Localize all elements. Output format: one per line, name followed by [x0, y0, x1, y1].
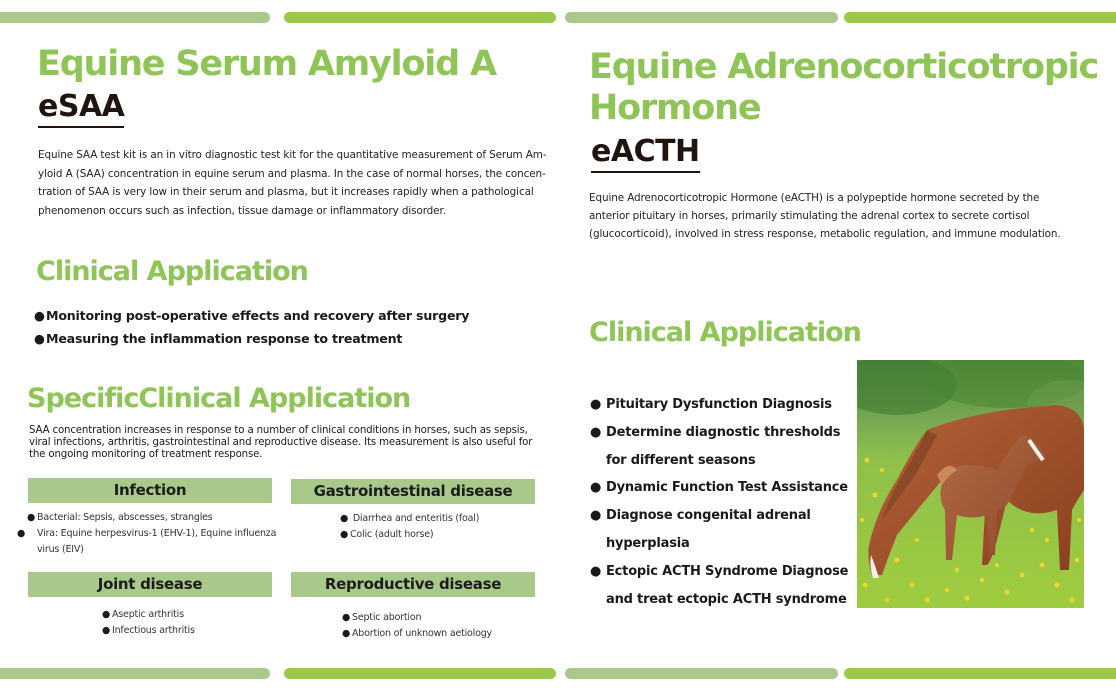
bullet-icon: ●: [342, 612, 351, 623]
decor-bar-top-2: [284, 12, 556, 23]
list-item: [590, 474, 848, 502]
list-item: [102, 607, 195, 623]
list-item: [102, 623, 195, 639]
list-item-text: Determine diagnostic thresholds: [606, 424, 841, 440]
bullet-icon: ●: [17, 528, 26, 539]
eacth-title-line-1: Equine Adrenocorticotropic: [589, 47, 1099, 87]
esaa-description-line: Equine SAA test kit is an in vitro diagnostic test kit for the quantitative measurement of Serum Am-: [38, 149, 547, 161]
bullet-icon: ●: [342, 628, 351, 639]
bullet-icon: ●: [590, 508, 602, 524]
eacth-code-wrap: [591, 135, 700, 173]
esaa-description-line: tration of SAA is very low in their serum and plasma, but it increases rapidly when a pathological: [38, 186, 534, 198]
list-item: [342, 626, 492, 642]
eacth-description-line: Equine Adrenocorticotropic Hormone (eACTH) is a polypeptide hormone secreted by the: [589, 192, 1040, 204]
list-item-text: Measuring the inflammation response to treatment: [46, 331, 403, 346]
esaa-code-wrap: [38, 90, 124, 128]
esaa-title: Equine Serum Amyloid A: [37, 44, 496, 84]
list-item-text: Diagnose congenital adrenal: [606, 508, 811, 524]
decor-bar-top-4: [844, 12, 1116, 23]
decor-bar-bottom-1: [0, 668, 270, 679]
list-item-text: Monitoring post-operative effects and recovery after surgery: [46, 308, 470, 323]
esaa-clinical-application-title: Clinical Application: [36, 256, 308, 287]
eacth-description-line: anterior pituitary in horses, primarily stimulating the adrenal cortex to secrete cortisol: [589, 210, 1030, 222]
category-list-reproductive: [342, 610, 492, 642]
description-line: the ongoing monitoring of treatment response.: [29, 449, 263, 460]
list-item: [34, 327, 469, 350]
eacth-clinical-application-title: Clinical Application: [589, 317, 861, 348]
bullet-icon: ●: [34, 331, 45, 346]
horse-photo: [857, 360, 1084, 608]
list-item-text: Abortion of unknown aetiology: [352, 628, 492, 639]
list-item: [590, 419, 848, 447]
bullet-icon: ●: [590, 424, 602, 440]
list-item: [17, 526, 277, 558]
decor-bar-bottom-4: [844, 668, 1116, 679]
decor-bar-bottom-2: [284, 668, 556, 679]
list-item: [590, 391, 848, 419]
list-item-text: Septic abortion: [352, 612, 422, 623]
list-item: [342, 610, 492, 626]
eacth-description-line: (glucocorticoid), involved in stress response, metabolic regulation, and immune modulation.: [589, 228, 1061, 240]
esaa-code: eSAA: [38, 90, 124, 128]
list-item-text: Aseptic arthritis: [112, 609, 184, 620]
list-item-continuation: and treat ectopic ACTH syndrome: [606, 591, 847, 607]
specific-clinical-application-description: [29, 425, 549, 461]
decor-bar-bottom-3: [565, 668, 838, 679]
list-item-text: Diarrhea and enteritis (foal): [350, 513, 480, 524]
category-list-joint: [102, 607, 195, 639]
decor-bar-top-3: [565, 12, 838, 23]
horse-illustration: [857, 360, 1084, 608]
bullet-icon: ●: [102, 609, 111, 620]
list-item-continuation: hyperplasia: [606, 535, 690, 551]
bullet-icon: ●: [340, 529, 349, 540]
esaa-clinical-application-list: [34, 304, 469, 350]
list-item-text: Dynamic Function Test Assistance: [606, 480, 848, 496]
category-header-infection: Infection: [28, 478, 272, 503]
list-item: [590, 558, 848, 586]
description-line: viral infections, arthritis, gastrointestinal and reproductive disease. Its measurement is also useful for: [29, 437, 533, 448]
bullet-icon: ●: [340, 513, 349, 524]
list-item: [340, 527, 479, 543]
list-item-continuation: for different seasons: [606, 452, 756, 468]
bullet-icon: ●: [590, 480, 602, 496]
category-header-reproductive: Reproductive disease: [291, 572, 535, 597]
description-line: SAA concentration increases in response to a number of clinical conditions in horses, such as sepsis,: [29, 425, 528, 436]
list-item: [590, 502, 848, 530]
list-item-text: Bacterial: Sepsis, abscesses, strangles: [37, 512, 213, 523]
eacth-title-line-2: Hormone: [589, 88, 761, 128]
esaa-description-line: phenomenon occurs such as infection, tissue damage or inflammatory disorder.: [38, 204, 446, 217]
category-list-infection: [17, 510, 277, 558]
list-item: [34, 304, 469, 327]
list-item: [27, 510, 277, 526]
list-item: [340, 511, 479, 527]
list-item-text: Pituitary Dysfunction Diagnosis: [606, 397, 832, 412]
specific-clinical-application-title: SpecificClinical Application: [27, 383, 411, 414]
eacth-code: eACTH: [591, 135, 700, 173]
category-header-gastrointestinal: Gastrointestinal disease: [291, 479, 535, 504]
list-item-text: Vira: Equine herpesvirus-1 (EHV-1), Equine influenza virus (EIV): [37, 528, 277, 555]
bullet-icon: ●: [34, 308, 45, 323]
esaa-description-line: yloid A (SAA) concentration in equine serum and plasma. In the case of normal horses, the concen-: [38, 167, 546, 180]
category-list-gastrointestinal: [340, 511, 479, 543]
bullet-icon: ●: [27, 512, 36, 523]
bullet-icon: ●: [590, 563, 602, 579]
list-item-text: Colic (adult horse): [350, 529, 434, 540]
list-item-text: Infectious arthritis: [112, 625, 195, 636]
eacth-clinical-application-list: [590, 391, 848, 613]
list-item-text: Ectopic ACTH Syndrome Diagnose: [606, 563, 849, 579]
bullet-icon: ●: [590, 397, 602, 412]
esaa-description: [38, 146, 558, 220]
bullet-icon: ●: [102, 625, 111, 636]
decor-bar-top-1: [0, 12, 270, 23]
eacth-description: [589, 189, 1089, 243]
category-header-joint: Joint disease: [28, 572, 272, 597]
